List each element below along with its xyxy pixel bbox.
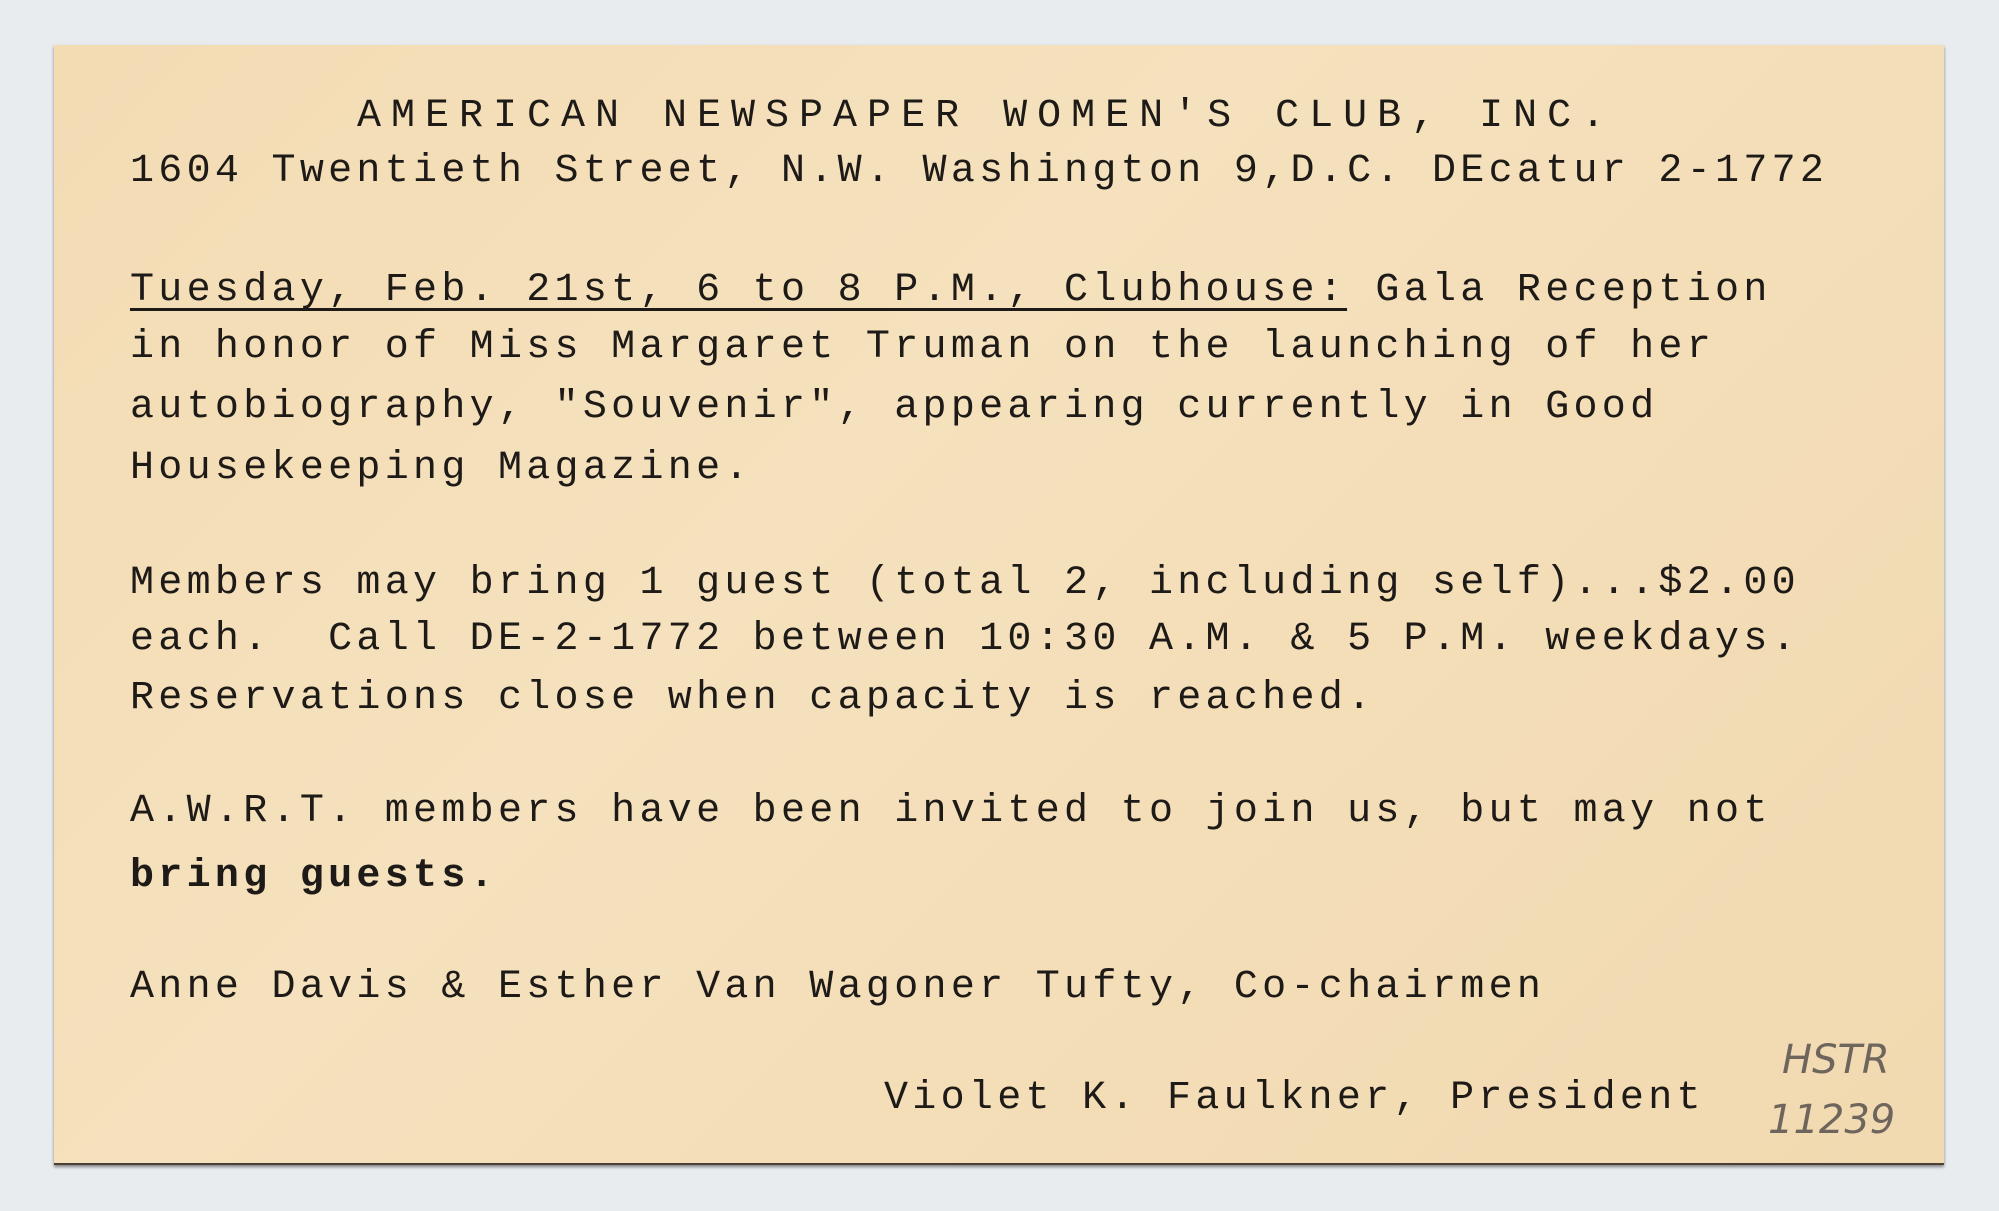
guest-line: Members may bring 1 guest (total 2, including self)...$2.00 xyxy=(130,561,1800,606)
awrt-line: bring guests. xyxy=(130,854,498,899)
club-address: 1604 Twentieth Street, N.W. Washington 9,D.C. DEcatur 2-1772 xyxy=(130,149,1829,194)
guest-line: each. Call DE-2-1772 between 10:30 A.M. & 5 P.M. weekdays. xyxy=(130,617,1800,662)
event-line: autobiography, "Souvenir", appearing currently in Good xyxy=(130,385,1659,430)
co-chairmen: Anne Davis & Esther Van Wagoner Tufty, Co-chairmen xyxy=(130,965,1546,1010)
event-date-time: Tuesday, Feb. 21st, 6 to 8 P.M., Clubhouse: xyxy=(130,268,1348,313)
archive-annotation-code: HSTR xyxy=(1782,1037,1890,1083)
event-heading xyxy=(130,268,1772,313)
event-line: in honor of Miss Margaret Truman on the launching of her xyxy=(130,325,1716,370)
event-line: Housekeeping Magazine. xyxy=(130,446,753,491)
club-title: AMERICAN NEWSPAPER WOMEN'S CLUB, INC. xyxy=(357,94,1616,139)
archive-annotation-number: 11239 xyxy=(1768,1097,1896,1143)
awrt-line: A.W.R.T. members have been invited to join us, but may not xyxy=(130,789,1772,834)
event-title: Gala Reception xyxy=(1347,268,1772,313)
guest-line: Reservations close when capacity is reached. xyxy=(130,676,1376,721)
president-signature: Violet K. Faulkner, President xyxy=(884,1076,1705,1121)
